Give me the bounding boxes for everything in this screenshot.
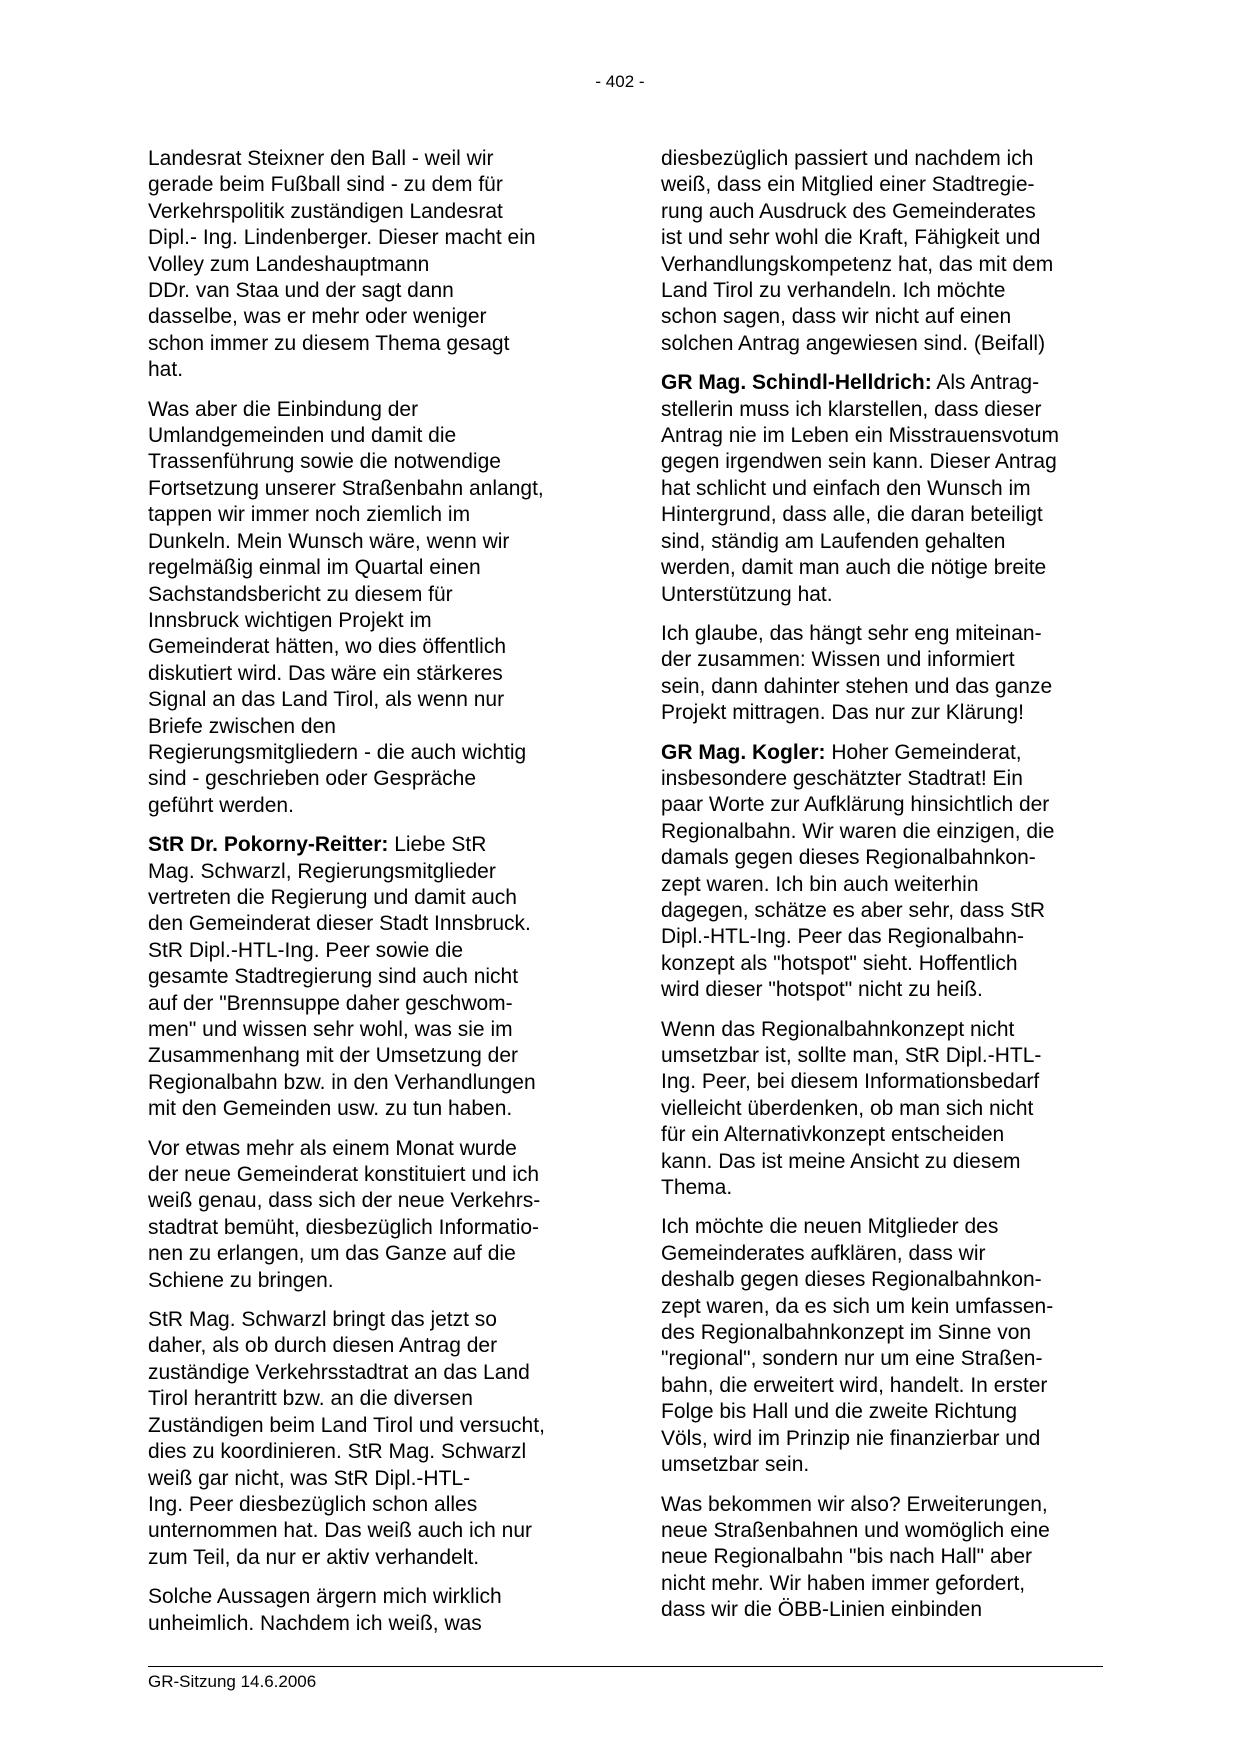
paragraph	[148, 832, 588, 1122]
paragraph-text: Was aber die Einbindung der Umlandgemeinden und damit die Trassenführung sowie die notwendige Fortsetzung unserer Straßenbahn anlangt, tappen wir immer noch ziemlich im Dunkeln. Mein Wunsch wäre, wenn wir regelmäßig einmal im Quartal einen Sachstandsbericht zu diesem für Innsbruck wichtigen Projekt im Gemeinderat hätten, wo dies öffentlich diskutiert wird. Das wäre ein stärkeres Signal an das Land Tirol, als wenn nur Briefe zwischen den Regierungsmitgliedern - die auch wichtig sind - geschrieben oder Gespräche geführt werden.	[148, 397, 544, 817]
paragraph	[148, 1307, 588, 1571]
paragraph	[661, 146, 1106, 357]
paragraph	[148, 1584, 588, 1637]
paragraph-text: StR Mag. Schwarzl bringt das jetzt so daher, als ob durch diesen Antrag der zuständige Verkehrsstadtrat an das Land Tirol herantritt bzw. an die diversen Zuständigen beim Land Tirol und versucht, dies zu koordinieren. StR Mag. Schwarzl weiß gar nicht, was StR Dipl.-HTL- Ing. Peer diesbezüglich schon alles unternommen hat. Das weiß auch ich nur zum Teil, da nur er aktiv verhandelt.	[148, 1308, 545, 1569]
paragraph-text: Hoher Gemeinderat, insbesondere geschätzter Stadtrat! Ein paar Worte zur Aufklärung hinsichtlich der Regionalbahn. Wir waren die einzigen, die damals gegen dieses Regionalbahnkon- zept waren. Ich bin auch weiterhin dagegen, schätze es aber sehr, dass StR Dipl.-HTL-Ing. Peer das Regionalbahn- konzept als "hotspot" sieht. Hoffentlich wird dieser "hotspot" nicht zu heiß.	[661, 740, 1055, 1002]
paragraph	[661, 621, 1106, 727]
paragraph	[661, 1017, 1106, 1202]
speaker-name: StR Dr. Pokorny-Reitter:	[148, 833, 389, 857]
footer-divider	[148, 1666, 1103, 1667]
paragraph	[661, 370, 1106, 608]
speaker-name: GR Mag. Kogler:	[661, 740, 826, 764]
paragraph	[661, 1492, 1106, 1624]
left-column	[148, 146, 588, 1650]
paragraph	[148, 146, 588, 384]
paragraph-text: Ich möchte die neuen Mitglieder des Gemeinderates aufklären, dass wir deshalb gegen dieses Regionalbahnkon- zept waren, da es sich um kein umfassen- des Regionalbahnkonzept im Sinne von "regional", sondern nur um eine Straßen- bahn, die erweitert wird, handelt. In erster Folge bis Hall und die zweite Richtung Völs, wird im Prinzip nie finanzierbar und umsetzbar sein.	[661, 1215, 1054, 1477]
footer-session-date: GR-Sitzung 14.6.2006	[148, 1672, 317, 1691]
paragraph-text: Was bekommen wir also? Erweiterungen, neue Straßenbahnen und womöglich eine neue Regionalbahn "bis nach Hall" aber nicht mehr. Wir haben immer gefordert, dass wir die ÖBB-Linien einbinden	[661, 1492, 1050, 1622]
paragraph	[148, 1136, 588, 1294]
paragraph-text: Solche Aussagen ärgern mich wirklich unheimlich. Nachdem ich weiß, was	[148, 1585, 502, 1635]
paragraph-text: diesbezüglich passiert und nachdem ich weiß, dass ein Mitglied einer Stadtregie- rung auch Ausdruck des Gemeinderates ist und sehr wohl die Kraft, Fähigkeit und Verhandlungskompetenz hat, das mit dem Land Tirol zu verhandeln. Ich möchte schon sagen, dass wir nicht auf einen solchen Antrag angewiesen sind. (Beifall)	[661, 147, 1054, 355]
paragraph	[661, 1214, 1106, 1478]
paragraph-text: Landesrat Steixner den Ball - weil wir gerade beim Fußball sind - zu dem für Verkehrspolitik zuständigen Landesrat Dipl.- Ing. Lindenberger. Dieser macht ein Volley zum Landeshauptmann DDr. van Staa und der sagt dann dasselbe, was er mehr oder weniger schon immer zu diesem Thema gesagt hat.	[148, 147, 536, 382]
paragraph-text: Ich glaube, das hängt sehr eng miteinan- der zusammen: Wissen und informiert sein, dann dahinter stehen und das ganze Projekt mittragen. Das nur zur Klärung!	[661, 621, 1053, 725]
page-number: - 402 -	[595, 72, 645, 91]
paragraph-text: Vor etwas mehr als einem Monat wurde der neue Gemeinderat konstituiert und ich weiß genau, dass sich der neue Verkehrs- stadtrat bemüht, diesbezüglich Informatio- nen zu erlangen, um das Ganze auf die Schiene zu bringen.	[148, 1136, 541, 1292]
speaker-name: GR Mag. Schindl-Helldrich:	[661, 371, 932, 395]
paragraph-text: Als Antrag- stellerin muss ich klarstellen, dass dieser Antrag nie im Leben ein Misstrauensvotum gegen irgendwen sein kann. Dieser Antrag hat schlicht und einfach den Wunsch im Hintergrund, dass alle, die daran beteiligt sind, ständig am Laufenden gehalten werden, damit man auch die nötige breite Unterstützung hat.	[661, 371, 1060, 606]
right-column	[661, 146, 1106, 1637]
paragraph	[148, 397, 588, 820]
paragraph-text: Wenn das Regionalbahnkonzept nicht umsetzbar ist, sollte man, StR Dipl.-HTL- Ing. Peer, bei diesem Informationsbedarf vielleicht überdenken, ob man sich nicht für ein Alternativkonzept entscheiden kann. Das ist meine Ansicht zu diesem Thema.	[661, 1017, 1042, 1200]
paragraph-text: Liebe StR Mag. Schwarzl, Regierungsmitglieder vertreten die Regierung und damit auch den Gemeinderat dieser Stadt Innsbruck. StR Dipl.-HTL-Ing. Peer sowie die gesamte Stadtregierung sind auch nicht auf der "Brennsuppe daher geschwom- men" und wissen sehr wohl, was sie im Zusammenhang mit der Umsetzung der Regionalbahn bzw. in den Verhandlungen mit den Gemeinden usw. zu tun haben.	[148, 833, 536, 1121]
paragraph	[661, 740, 1106, 1004]
